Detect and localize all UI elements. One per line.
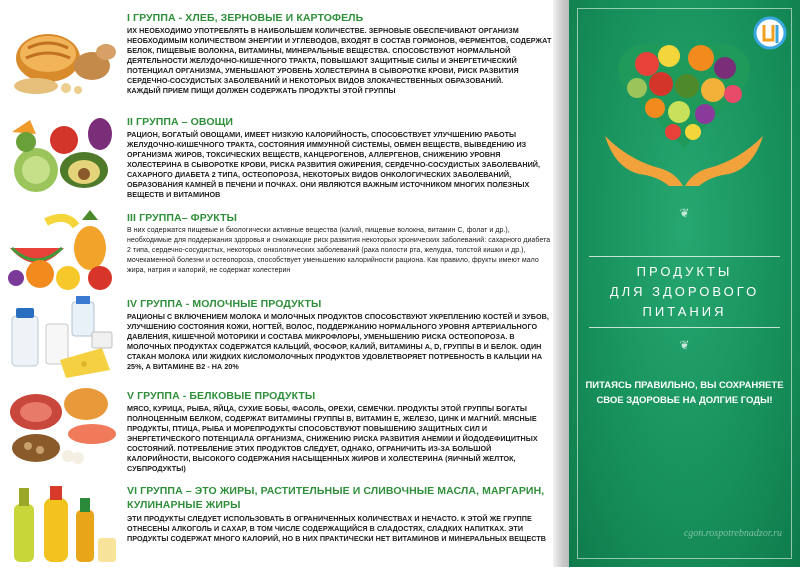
title-rule-top [589,256,780,257]
section-title: II ГРУППА – ОВОЩИ [127,116,234,128]
fold-divider [553,0,569,567]
bread-grains-icon [6,16,120,102]
ornament-top: ❦ [679,206,690,220]
section-title: III ГРУППА– ФРУКТЫ [127,212,237,224]
section-body: ИХ НЕОБХОДИМО УПОТРЕБЛЯТЬ В НАИБОЛЬШЕМ КОЛИЧЕСТВЕ. ЗЕРНОВЫЕ ОБЕСПЕЧИВАЮТ ОРГАНИЗМ НЕОБХОДИМЫМ КОЛИЧЕСТВОМ ЭНЕРГИИ И УГЛЕВОДОВ, ВХОДЯТ В СОСТАВ ГОРМОНОВ, ФЕРМЕНТОВ, СОДЕРЖАТ БЕЛОК, ПИЩЕВЫЕ ВОЛОКНА, ВИТАМИНЫ, МИНЕРАЛЬНЫЕ ВЕЩЕСТВА. СПОСОБСТВУЮТ НОРМАЛЬНОЙ ДЕЯТЕЛЬНОСТИ ЖЕЛУДОЧНО-КИШЕЧНОГО ТРАКТА, ПОВЫШАЮТ ЗАЩИТНЫЕ СИЛЫ И ЭНЕРГЕТИЧЕСКИЙ ПОТЕНЦИАЛ ОРГАНИЗМА, УМЕНЬШАЮТ УРОВЕНЬ ХОЛЕСТЕРИНА В СЫВОРОТКЕ КРОВИ, РИСК РАЗВИТИЯ СЕРДЕЧНО-СОСУДИСТЫХ ЗАБОЛЕВАНИЙ И НЕКОТОРЫХ ВИДОВ ЗЛОКАЧЕСТВЕННЫХ ОБРАЗОВАНИЙ. [127,26,552,85]
poster-title-line3: ПИТАНИЯ [642,304,727,319]
section-body: В них содержатся пищевые и биологически активные вещества (калий, пищевые волокна, витамин С, фолат и др.), необходимые для поддержания здоровья и снижающие риск развития некоторых хронических заболеваний: сахарного диабета 2 типа, сердечно-сосудистых, некоторых онкологических заболеваний (рака полости рта, желудка, толстой кишки и др.), мочекаменной болезни и остеопороза, способствует уменьшению калорийности рациона. Как правило, фрукты имеют мало жира, натрия и калорий, не содержат холестерин [127,227,551,274]
ornament-bottom: ❦ [679,338,690,352]
section-body: МЯСО, КУРИЦА, РЫБА, ЯЙЦА, СУХИЕ БОБЫ, ФАСОЛЬ, ОРЕХИ, СЕМЕЧКИ. ПРОДУКТЫ ЭТОЙ ГРУППЫ БОГАТЫ ПОЛНОЦЕННЫМ БЕЛКОМ, СОДЕРЖАТ ВИТАМИНЫ ГРУППЫ В, ВИТАМИН Е, ЖЕЛЕЗО, ЦИНК И МАГНИЙ. МЯСНЫЕ ПРОДУКТЫ, ПТИЦА, РЫБА И МОРЕПРОДУКТЫ СПОСОБСТВУЮТ ПОВЫШЕНИЮ ЗАЩИТНЫХ СИЛ И ЭНЕРГЕТИЧЕСКОГО ПОТЕНЦИАЛА ОРГАНИЗМА, СНИЖЕНИЮ РИСКА РАЗВИТИЯ АНЕМИИ И ЙОДОДЕФИЦИТНЫХ СОСТОЯНИЙ. ПОТРЕБЛЕНИЕ ЭТИХ ПРОДУКТОВ СЛЕДУЕТ, ОДНАКО, ОГРАНИЧИТЬ ИЗ-ЗА БОЛЬШОЙ КАЛОРИЙНОСТИ, ВЫСОКОГО СОДЕРЖАНИЯ НАСЫЩЕННЫХ ЖИРОВ И ХОЛЕСТЕРИНА (ЯИЧНЫЙ ЖЕЛТОК, СУБПРОДУКТЫ) [127,404,538,473]
poster-slogan: ПИТАЯСЬ ПРАВИЛЬНО, ВЫ СОХРАНЯЕТЕ СВОЕ ЗДОРОВЬЕ НА ДОЛГИЕ ГОДЫ! [585,380,784,406]
title-rule-bottom [589,327,780,328]
section-body: РАЦИОН, БОГАТЫЙ ОВОЩАМИ, ИМЕЕТ НИЗКУЮ КАЛОРИЙНОСТЬ, СПОСОБСТВУЕТ УЛУЧШЕНИЮ РАБОТЫ ЖЕЛУДОЧНО-КИШЕЧНОГО ТРАКТА, СОСТОЯНИЯ ИММУННОЙ СИСТЕМЫ, ОБМЕН ВЕЩЕСТВ, ВЫВЕДЕНИЮ ИЗ ОРГАНИЗМА ЖИРОВ, ТОКСИЧЕСКИХ ВЕЩЕСТВ, КАНЦЕРОГЕНОВ, АЛЛЕРГЕНОВ, СНИЖЕНИЮ УРОВНЯ ХОЛЕСТЕРИНА В СЫВОРОТКЕ КРОВИ, РИСКА РАЗВИТИЯ ОЖИРЕНИЯ, СЕРДЕЧНО-СОСУДИСТЫХ ЗАБОЛЕВАНИЙ, САХАРНОГО ДИАБЕТА 2 ТИПА, ОСТЕОПОРОЗА, НЕКОТОРЫХ ВИДОВ ОНКОЛОГИЧЕСКИХ ЗАБОЛЕВАНИЙ, ОБРАЗОВАНИЯ КАМНЕЙ В ПЕЧЕНИ И ПОЧКАХ. ОНИ ЯВЛЯЮТСЯ ВАЖНЫМ ИСТОЧНИКОМ МНОГИХ ПОЛЕЗНЫХ ВЕЩЕСТВ И ВИТАМИНОВ [127,130,541,199]
section-title: V ГРУППА - БЕЛКОВЫЕ ПРОДУКТЫ [127,390,316,402]
section-title: I ГРУППА - ХЛЕБ, ЗЕРНОВЫЕ И КАРТОФЕЛЬ [127,12,364,24]
poster-panel [569,0,800,567]
section-body: ЭТИ ПРОДУКТЫ СЛЕДУЕТ ИСПОЛЬЗОВАТЬ В ОГРАНИЧЕННЫХ КОЛИЧЕСТВАХ И НЕЧАСТО. К ЭТОЙ ЖЕ ГРУППЕ ОТНЕСЕНЫ АЛКОГОЛЬ И САХАР, В ТОМ ЧИСЛЕ СОДЕРЖАЩИЙСЯ В СЛАДОСТЯХ, СЛАДКИХ НАПИТКАХ. ЭТИ ПРОДУКТЫ СОДЕРЖАТ МНОГО КАЛОРИЙ, НО В НИХ ПРАКТИЧЕСКИ НЕТ ВИТАМИНОВ И МИНЕРАЛЬНЫХ ВЕЩЕСТВ [127,514,547,543]
fruits-icon [6,208,120,294]
site-watermark: cgon.rospotrebnadzor.ru [683,528,782,539]
protein-products-icon [6,382,120,468]
oils-fats-icon [6,482,120,568]
dairy-icon [6,294,120,380]
poster-title-line2: ДЛЯ ЗДОРОВОГО [609,284,760,299]
section-body: РАЦИОНЫ С ВКЛЮЧЕНИЕМ МОЛОКА И МОЛОЧНЫХ ПРОДУКТОВ СПОСОБСТВУЮТ УКРЕПЛЕНИЮ КОСТЕЙ И ЗУБОВ, УЛУЧШЕНИЮ СОСТОЯНИЯ КОЖИ, НОГТЕЙ, ВОЛОС, ПОДДЕРЖАНИЮ НОРМАЛЬНОГО УРОВНЯ АРТЕРИАЛЬНОГО ДАВЛЕНИЯ, КИШЕЧНОЙ МОТОРИКИ И СОСТАВА МИКРОФЛОРЫ, УМЕНЬШЕНИЮ РИСКА ОСТЕОПОРОЗА. В МОЛОЧНЫХ ПРОДУКТАХ СОДЕРЖАТСЯ КАЛЬЦИЙ, ФОСФОР, КАЛИЙ, ВИТАМИНЫ А, D, ГРУППЫ В И БЕЛОК. ОДИН СТАКАН МОЛОКА ИЛИ ЖИДКИХ КИСЛОМОЛОЧНЫХ ПРОДУКТОВ УДОВЛЕТВОРЯЕТ ПОТРЕБНОСТЬ В КАЛЬЦИИ НА 25%, А ВИТАМИНЕ В2 - НА 20% [127,312,549,371]
section-title: IV ГРУППА - МОЛОЧНЫЕ ПРОДУКТЫ [127,298,322,310]
section-title: VI ГРУППА – ЭТО ЖИРЫ, РАСТИТЕЛЬНЫЕ И СЛИВОЧНЫЕ МАСЛА, МАРГАРИН, КУЛИНАРНЫЕ ЖИРЫ [127,485,545,511]
poster-title-line1: ПРОДУКТЫ [636,264,733,279]
section-body-extra: КАЖДЫЙ ПРИЕМ ПИЩИ ДОЛЖЕН СОДЕРЖАТЬ ПРОДУКТЫ ЭТОЙ ГРУППЫ [127,86,396,95]
vegetables-icon [6,112,120,198]
hands-icon [599,130,769,195]
